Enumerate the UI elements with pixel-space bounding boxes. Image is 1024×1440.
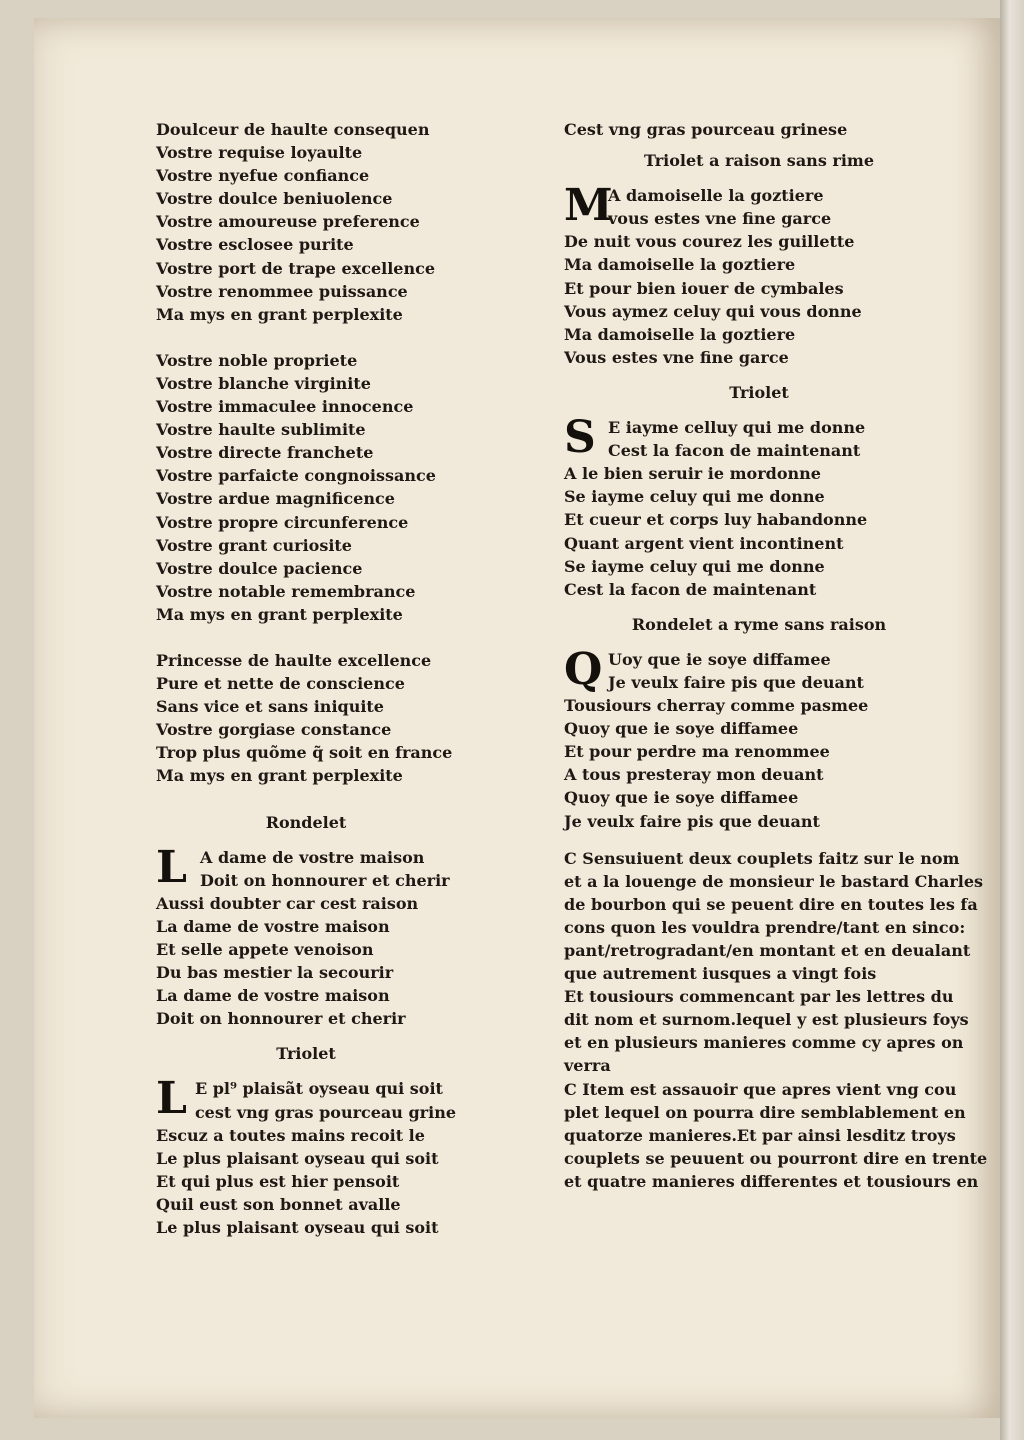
prose-line: C Item est assauoir que apres vient vng cou	[564, 1079, 957, 1099]
prose-line: C Sensuiuent deux couplets faitz sur le nom	[564, 848, 960, 868]
verse-line: Se iayme celuy qui me donne	[564, 556, 825, 576]
verse-line: Ma damoiselle la goztiere	[564, 324, 796, 344]
verse-line: Vostre nyefue confiance	[156, 166, 370, 186]
verse-line: Se iayme celuy qui me donne	[564, 487, 825, 507]
verse-line: Trop plus quõme q̃ soit en france	[156, 743, 453, 763]
verse-line: Uoy que ie soye diffamee	[608, 649, 831, 669]
verse-line: Je veulx faire pis que deuant	[608, 672, 864, 692]
verse-line: Et pour bien iouer de cymbales	[564, 278, 844, 298]
verse-line: A dame de vostre maison	[200, 847, 425, 867]
prose-paragraph	[564, 847, 988, 1193]
prose-line: verra	[564, 1056, 611, 1076]
decorated-initial: M	[564, 180, 613, 232]
prose-line: pant/retrogradant/en montant et en deualant	[564, 941, 971, 960]
verse-line: Vostre requise loyaulte	[156, 143, 363, 163]
prose-line: et quatre manieres differentes et tousiours en	[564, 1171, 979, 1191]
verse-line: Tousiours cherray comme pasmee	[564, 696, 869, 716]
verse-line: Vostre gorgiase constance	[156, 720, 392, 740]
verse-line: A tous presteray mon deuant	[564, 765, 824, 785]
verse-line: Doit on honnourer et cherir	[156, 1009, 406, 1029]
verse-line: A le bien seruir ie mordonne	[564, 464, 821, 484]
ballade-envoi	[156, 649, 456, 788]
triolet-rime-opening	[564, 180, 954, 232]
decorated-initial: Q	[564, 643, 603, 695]
verse-line: Vostre renommee puissance	[156, 281, 408, 301]
verse-line: Vostre doulce beniuolence	[156, 189, 393, 209]
verse-line: Vostre noble propriete	[156, 350, 358, 370]
rondelet-ryme-heading: Rondelet a ryme sans raison	[631, 614, 887, 634]
verse-line: cest vng gras pourceau grine	[194, 1102, 456, 1122]
verse-line: Vostre amoureuse preference	[156, 212, 420, 232]
triolet-heading: Triolet	[729, 382, 789, 402]
verse-line: Je veulx faire pis que deuant	[564, 811, 820, 831]
verse-line: Du bas mestier la secourir	[156, 963, 394, 983]
prose-line: plet lequel on pourra dire semblablement en	[564, 1102, 966, 1122]
verse-line: De nuit vous courez les guillette	[564, 232, 855, 252]
prose-line: de bourbon qui se peuent dire en toutes les fa	[564, 894, 978, 914]
prose-line: et a la louenge de monsieur le bastard Charles	[564, 871, 984, 891]
verse-line: Doulceur de haulte consequen	[156, 120, 430, 139]
rondelet-heading: Rondelet	[265, 812, 347, 832]
verse-line: Et cueur et corps luy habandonne	[564, 510, 868, 530]
verse-line: Pure et nette de conscience	[156, 674, 405, 694]
verse-line: Vostre parfaicte congnoissance	[156, 466, 436, 486]
right-column	[564, 118, 988, 1193]
prose-line: quatorze manieres.Et par ainsi lesditz troys	[564, 1125, 956, 1145]
rondelet-opening	[156, 841, 456, 893]
triolet-opening	[564, 412, 954, 464]
triolet-verse	[564, 462, 954, 601]
verse-line: Vous aymez celuy qui vous donne	[564, 301, 862, 321]
triolet-rime-verse	[564, 230, 954, 369]
verse-line: Doit on honnourer et cherir	[200, 870, 450, 890]
verse-line: Ma mys en grant perplexite	[156, 766, 403, 786]
verse-line: Le plus plaisant oyseau qui soit	[156, 1218, 439, 1238]
prose-line: dit nom et surnom.lequel y est plusieurs foys	[564, 1010, 969, 1030]
prose-line: Et tousiours commencant par les lettres du	[564, 987, 954, 1007]
rondelet-ryme-opening	[564, 643, 954, 695]
verse-line: Ma mys en grant perplexite	[156, 604, 403, 624]
verse-line: Vostre propre circunference	[156, 512, 409, 532]
verse-line: Et pour perdre ma renommee	[564, 742, 830, 762]
prose-line: cons quon les vouldra prendre/tant en sinco:	[564, 917, 966, 937]
decorated-initial: L	[156, 841, 187, 893]
left-column	[156, 118, 456, 1239]
verse-line: Quil eust son bonnet avalle	[156, 1194, 401, 1214]
verse-line: Cest la facon de maintenant	[608, 441, 861, 461]
prose-line: que autrement iusques a vingt fois	[564, 964, 877, 984]
verse-line: Quant argent vient incontinent	[564, 533, 844, 553]
triolet-verse	[156, 1124, 456, 1239]
verse-line: Vostre directe franchete	[156, 443, 374, 463]
verse-line: Vostre notable remembrance	[156, 581, 416, 601]
verse-line: Vostre grant curiosite	[156, 535, 352, 555]
verse-line: Vostre ardue magnificence	[156, 489, 395, 509]
ballade-stanza-1	[156, 118, 456, 326]
verse-line: Vous estes vne fine garce	[564, 347, 789, 367]
verse-line: Escuz a toutes mains recoit le	[156, 1125, 425, 1145]
verse-line: Cest la facon de maintenant	[564, 579, 817, 599]
verse-line: Sans vice et sans iniquite	[156, 697, 384, 717]
verse-line: Aussi doubter car cest raison	[156, 893, 419, 913]
verse-line: Quoy que ie soye diffamee	[564, 719, 799, 739]
verse-line: Vostre haulte sublimite	[156, 420, 366, 440]
rondelet-verse	[156, 892, 456, 1031]
rondelet-ryme-verse	[564, 694, 954, 833]
verse-line: Ma damoiselle la goztiere	[564, 255, 796, 275]
decorated-initial: L	[156, 1073, 187, 1125]
triolet-opening	[156, 1073, 456, 1125]
verse-line: Vostre doulce pacience	[156, 558, 363, 578]
verse-line: La dame de vostre maison	[156, 916, 390, 936]
verse-line: Vostre esclosee purite	[156, 235, 354, 255]
verse-line: A damoiselle la goztiere	[608, 186, 824, 206]
verse-line: Et selle appete venoison	[156, 940, 374, 959]
verse-line: Princesse de haulte excellence	[156, 650, 432, 670]
continued-line: Cest vng gras pourceau grinese	[564, 120, 848, 139]
triolet-heading: Triolet	[276, 1044, 336, 1064]
verse-line: E pl⁹ plaisãt oyseau qui soit	[194, 1079, 443, 1099]
verse-line: E iayme celluy qui me donne	[608, 418, 866, 438]
prose-line: et en plusieurs manieres comme cy apres on	[564, 1033, 964, 1053]
prose-line: couplets se peuuent ou pourront dire en trente	[564, 1148, 988, 1168]
verse-line: Vostre port de trape excellence	[156, 258, 436, 278]
decorated-initial: S	[564, 412, 596, 464]
verse-line: vous estes vne fine garce	[608, 209, 832, 229]
verse-line: Ma mys en grant perplexite	[156, 304, 403, 324]
verse-line: Vostre blanche virginite	[156, 373, 371, 393]
verse-line: Vostre immaculee innocence	[156, 397, 414, 417]
verse-line: Et qui plus est hier pensoit	[156, 1171, 400, 1191]
ballade-stanza-2	[156, 349, 456, 626]
triolet-rime-heading: Triolet a raison sans rime	[643, 151, 875, 171]
page-edge	[1000, 0, 1024, 1440]
verse-line: Quoy que ie soye diffamee	[564, 788, 799, 808]
verse-line: La dame de vostre maison	[156, 986, 390, 1006]
verse-line: Le plus plaisant oyseau qui soit	[156, 1148, 439, 1168]
